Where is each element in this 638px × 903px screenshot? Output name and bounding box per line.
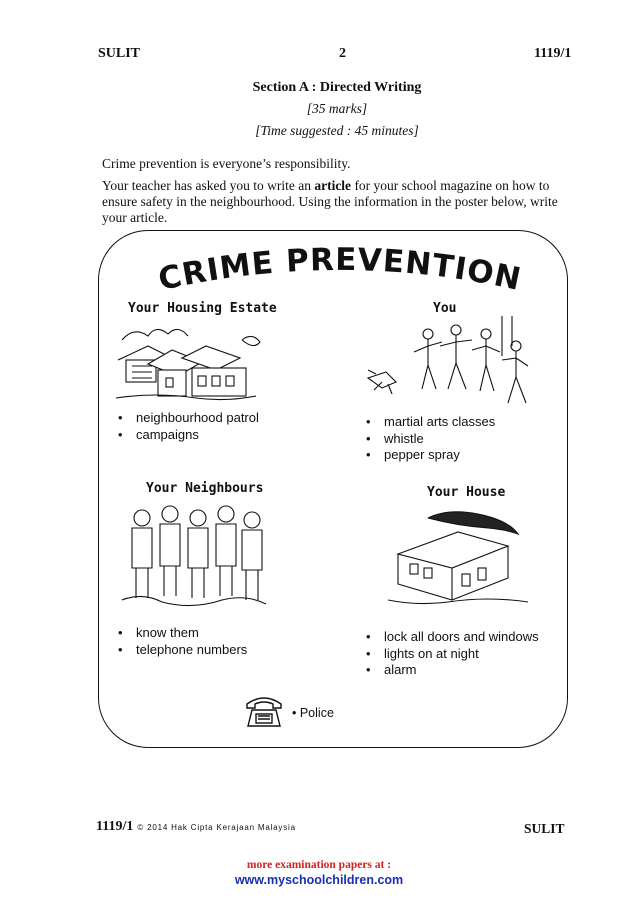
svg-text:CRIME PREVENTION [155, 242, 524, 298]
poster-title-graphic [130, 236, 550, 306]
neighbours-illustration [120, 500, 270, 612]
intro-paragraph [102, 178, 572, 226]
telephone-icon [244, 694, 284, 730]
poster-title: CRIME PREVENTION [155, 241, 525, 298]
neighbours-list [116, 625, 247, 658]
section-title: Section A : Directed Writing [252, 80, 422, 95]
list-item: • neighbourhood patrol [116, 410, 259, 427]
martial-arts-illustration [362, 312, 542, 422]
list-item: • telephone numbers [116, 642, 247, 659]
housing-estate-illustration [112, 320, 262, 406]
heading-housing-estate: Your Housing Estate [128, 301, 277, 316]
list-item: • know them [116, 625, 247, 642]
you-list [364, 414, 495, 464]
list-item: • alarm [364, 662, 539, 679]
section-time: [Time suggested : 45 minutes] [255, 123, 419, 138]
footer-code: 1119/1 [96, 819, 134, 834]
page-number: 2 [339, 46, 346, 61]
list-item: • pepper spray [364, 447, 495, 464]
promo-line: more examination papers at : [246, 859, 392, 871]
list-item: • campaigns [116, 427, 259, 444]
intro-line: Crime prevention is everyone’s responsibility. [102, 156, 351, 171]
house-list [364, 629, 539, 679]
list-item: • lock all doors and windows [364, 629, 539, 646]
list-item: • martial arts classes [364, 414, 495, 431]
heading-your-neighbours: Your Neighbours [146, 481, 264, 496]
header-left: SULIT [98, 46, 141, 61]
housing-estate-list [116, 410, 259, 443]
promo-link[interactable]: www.myschoolchildren.com [234, 873, 404, 887]
police-label: • Police [292, 706, 334, 720]
house-illustration [388, 508, 528, 608]
intro-text-b: for your school magazine on how to ensure safety in the neighbourhood. Using the information in the poster below, write your article. [102, 178, 558, 225]
intro-text-a: Your teacher has asked you to write an [102, 178, 315, 193]
list-item: • lights on at night [364, 646, 539, 663]
heading-you: You [433, 301, 457, 316]
header-right: 1119/1 [534, 46, 572, 61]
section-marks: [35 marks] [306, 101, 368, 116]
list-item: • whistle [364, 431, 495, 448]
footer-left [96, 819, 296, 835]
footer-copyright: © 2014 Hak Cipta Kerajaan Malaysia [137, 823, 296, 832]
heading-your-house: Your House [427, 485, 506, 500]
footer-right: SULIT [524, 821, 565, 836]
intro-bold-article: article [314, 178, 352, 193]
